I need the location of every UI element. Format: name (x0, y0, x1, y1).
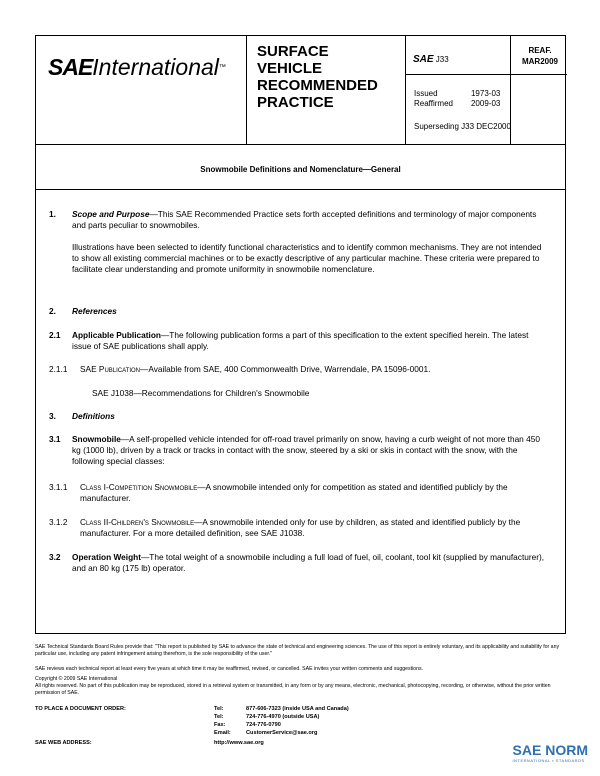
email-label: Email: (214, 730, 231, 736)
document-title: Snowmobile Definitions and Nomenclature—General (200, 165, 401, 174)
section-number: 3.1 (49, 434, 61, 444)
section-number: 2.1 (49, 330, 61, 340)
issue-dates: Issued 1973-03 Reaffirmed 2009-03 (414, 89, 501, 108)
class-ii-definition: Class II-Children's Snowmobile—A snowmobile intended only for use by children, as stated and identified publicly by the manufacturer. For a more detailed definition, see SAE J1038. (80, 517, 521, 538)
tel-label: Tel: (214, 706, 224, 712)
tel-value[interactable]: 877-606-7323 (inside USA and Canada) (246, 706, 349, 712)
class-i-definition: Class I-Competition Snowmobile—A snowmobile intended only for competition as stated and identified publicly by the manufacturer. (80, 482, 508, 503)
header-divider (405, 74, 567, 75)
definitions-heading: Definitions (72, 411, 115, 421)
section-number: 1. (49, 209, 56, 219)
document-type: SURFACE VEHICLE RECOMMENDED PRACTICE (257, 43, 378, 111)
tel-label: Tel: (214, 714, 224, 720)
section-number: 3.1.2 (49, 517, 68, 527)
section-number: 3. (49, 411, 56, 421)
section-number: 3.2 (49, 552, 61, 562)
web-address-link[interactable]: http://www.sae.org (214, 740, 264, 746)
header-divider (246, 36, 247, 144)
fax-label: Fax: (214, 722, 226, 728)
snowmobile-definition: Snowmobile—A self-propelled vehicle intended for off-road travel primarily on snow, having a curb weight of not more than 450 kg (1000 lb), driven by a track or tracks in contact with the snow, steered by a ski or skis in contact with the snow, with the following special classes: (72, 434, 540, 466)
order-label: TO PLACE A DOCUMENT ORDER: (35, 706, 126, 712)
document-number: SAE J33 (413, 54, 449, 65)
rights-note: All rights reserved. No part of this publication may be reproduced, stored in a retrieval system or transmitted, in any form or by any means, electronic, mechanical, photocopying, recording, or otherwise, without the prior written permission of SAE. (35, 683, 551, 696)
email-link[interactable]: CustomerService@sae.org (246, 730, 318, 736)
superseding-note: Superseding J33 DEC2000 (414, 122, 511, 131)
applicable-publication-paragraph: Applicable Publication—The following publication forms a part of this specification to the extent specified herein. The latest issue of SAE publications shall apply. (72, 330, 529, 351)
section-number: 2.1.1 (49, 364, 68, 374)
illustrations-paragraph: Illustrations have been selected to identify functional characteristics and to identify common mechanisms. They are not intended to show all existing commercial machines or to be exactly descriptive of any particular machine. These criteria were prepared to facilitate clear understanding and promote uniformity in snowmobile nomenclature. (72, 242, 542, 274)
web-address-label: SAE WEB ADDRESS: (35, 740, 92, 746)
tel-value[interactable]: 724-776-4970 (outside USA) (246, 714, 320, 720)
fax-value[interactable]: 724-776-0790 (246, 722, 281, 728)
section-number: 3.1.1 (49, 482, 68, 492)
header-box (35, 35, 566, 145)
copyright-note: Copyright © 2009 SAE International (35, 676, 118, 682)
reference-item: SAE J1038—Recommendations for Children's Snowmobile (92, 388, 310, 398)
review-note: SAE reviews each technical report at least every five years at which time it may be reaffirmed, revised, or cancelled. SAE invites your written comments and suggestions. (35, 666, 423, 672)
sae-logo: SAEInternational™ (48, 54, 226, 80)
section-number: 2. (49, 306, 56, 316)
references-heading: References (72, 306, 117, 316)
operation-weight-definition: Operation Weight—The total weight of a snowmobile including a full load of fuel, oil, coolant, tool kit (supplied by manufacturer), and an 80 kg (175 lb) operator. (72, 552, 545, 573)
reaffirmation-badge: REAF. MAR2009 (521, 46, 558, 66)
sae-publication-paragraph: SAE Publication—Available from SAE, 400 Commonwealth Drive, Warrendale, PA 15096-0001. (80, 364, 431, 374)
scope-paragraph: Scope and Purpose—This SAE Recommended Practice sets forth accepted definitions and terminology of major components and parts peculiar to snowmobiles. (72, 209, 537, 230)
sae-norm-logo: SAE NORM INTERNATIONAL ▪ STANDARDS (512, 742, 588, 763)
board-rules-note: SAE Technical Standards Board Rules provide that: "This report is published by SAE to advance the state of technical and engineering sciences. The use of this report is entirely voluntary, and its applicability and suitability for any particular use, including any patent infringement arising therefrom, is the sole responsibility of the user." (35, 644, 560, 657)
